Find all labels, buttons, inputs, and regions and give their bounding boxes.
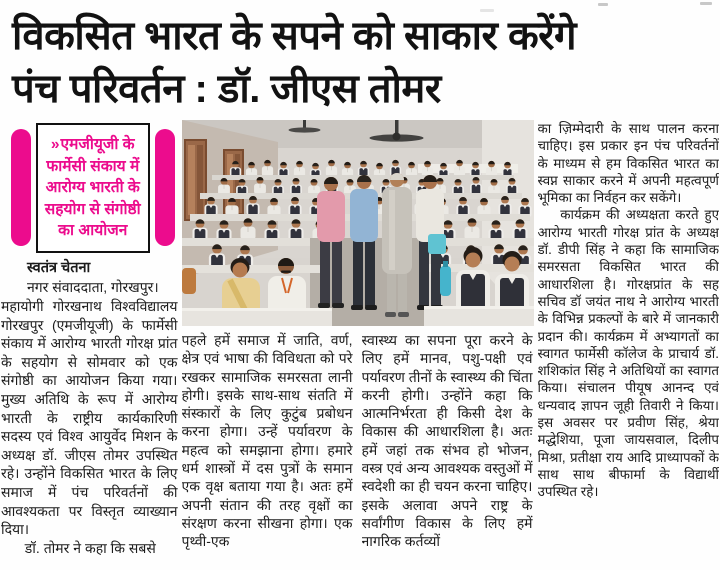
column-2 <box>182 331 353 570</box>
article-body <box>0 118 720 570</box>
headline-line1: विकसित भारत के सपने को साकार करेंगे <box>12 14 577 58</box>
body-col4-para2: कार्यक्रम की अध्यक्षता करते हुए आरोग्य भारती गोरक्ष प्रांत के अध्यक्ष डॉ. डीपी सिंह ने कहा कि सामाजिक समरसता विकसित भारत की आधारशिला है। गोरक्षप्रांत के सह सचिव डॉ जयंत नाथ ने आरोग्य भारती के विभिन्न प्रकल्पों के बारे में जानकारी प्रदान की। कार्यक्रम में अभ्यागतों का स्वागत फार्मेसी कॉलेज के प्राचार्य डॉ. शशिकांत सिंह ने अतिथियों का स्वागत किया। संचालन पीयूष आनन्द एवं धन्यवाद ज्ञापन जूही तिवारी ने किया। इस अवसर पर प्रवीण सिंह, श्रेया मद्धेशिया, पूजा जायसवाल, दिलीप मिश्रा, प्रतीक्षा राय आदि प्राध्यापकों के साथ साथ बीफार्मा के विद्यार्थी उपस्थित रहे। <box>537 207 719 500</box>
scan-artifact <box>598 3 608 6</box>
middle-section <box>182 120 534 570</box>
pink-bar-right <box>155 129 175 246</box>
column-1 <box>1 120 178 570</box>
credit-line: स्वतंत्र चेतना <box>27 260 91 276</box>
dateline: नगर संवाददाता, गोरखपुर। <box>27 279 159 295</box>
body-col1-para2: डॉ. तोमर ने कहा कि सबसे <box>24 539 156 556</box>
article-photo <box>182 120 534 326</box>
column-3 <box>362 331 533 570</box>
highlight-text: एमजीयूजी के फार्मेसी संकाय में आरोग्य भारती के सहयोग से संगोष्ठी का आयोजन <box>44 136 141 240</box>
scan-artifact <box>700 2 712 5</box>
headline-line2: पंच परिवर्तन : डॉ. जीएस तोमर <box>12 67 441 111</box>
chevrons-icon: » <box>50 136 60 154</box>
highlight-frame <box>36 123 150 253</box>
column-4 <box>538 120 720 570</box>
body-col4-para1: का ज़िम्मेदारी के साथ पालन करना चाहिए। इस प्रकार इन पंच परिवर्तनों के माध्यम से हम विकसित भारत का स्वप्न साकार करने में अपनी महत्वपूर्ण भूमिका का निर्वहन कर सकेंगे। <box>537 121 719 206</box>
body-col2: पहले हमें समाज में जाति, वर्ण, क्षेत्र एवं भाषा की विविधता को परे रखकर सामाजिक समरसता लानी होगी। इसके साथ-साथ संतति में संस्कारों के लिए कुटुंब प्रबोधन करना होगा। उन्हें पर्यावरण के महत्व को समझाना होगा। हमारे धर्म शास्त्रों में दस पुत्रों के समान एक वृक्ष बताया गया है। अतः हमें अपनी संतान की तरह वृक्षों का संरक्षण करना सीखना होगा। एक पृथ्वी-एक <box>181 332 353 550</box>
scan-artifact <box>480 9 494 12</box>
body-col1-para1: महायोगी गोरखनाथ विश्वविद्यालय गोरखपुर (एमजीयूजी) के फार्मेसी संकाय में आरोग्य भारती गोरक्ष प्रांत के सहयोग से सोमवार को एक संगोष्ठी का आयोजन किया गया। मुख्य अतिथि के रूप में आरोग्य भारती के राष्ट्रीय कार्यकारिणी सदस्य एवं विश्व आयुर्वेद मिशन के अध्यक्ष डॉ. जीएस तोमर उपस्थित रहे। उन्होंने विकसित भारत के लिए समाज में पंच परिवर्तनों की आवश्यकता पर विस्तृत व्याख्यान दिया। <box>1 298 178 538</box>
headline <box>0 0 720 118</box>
pink-bar-left <box>11 129 31 246</box>
body-col3: स्वास्थ्य का सपना पूरा करने के लिए हमें मानव, पशु-पक्षी एवं पर्यावरण तीनों के स्वास्थ्य की चिंता करनी होगी। उन्होंने कहा कि आत्मनिर्भरता ही किसी देश के विकास की आधारशिला है। अतः हमें जहां तक संभव हो भोजन, वस्त्र एवं अन्य आवश्यक वस्तुओं में स्वदेशी का ही चयन करना चाहिए। इसके अलावा अपने राष्ट्र के सर्वांगीण विकास के लिए हमें नागरिक कर्तव्यों <box>361 332 533 550</box>
water-bottle <box>440 266 451 296</box>
teal-bag <box>428 234 446 254</box>
orange-bag <box>182 268 196 294</box>
highlight-box <box>1 123 178 253</box>
